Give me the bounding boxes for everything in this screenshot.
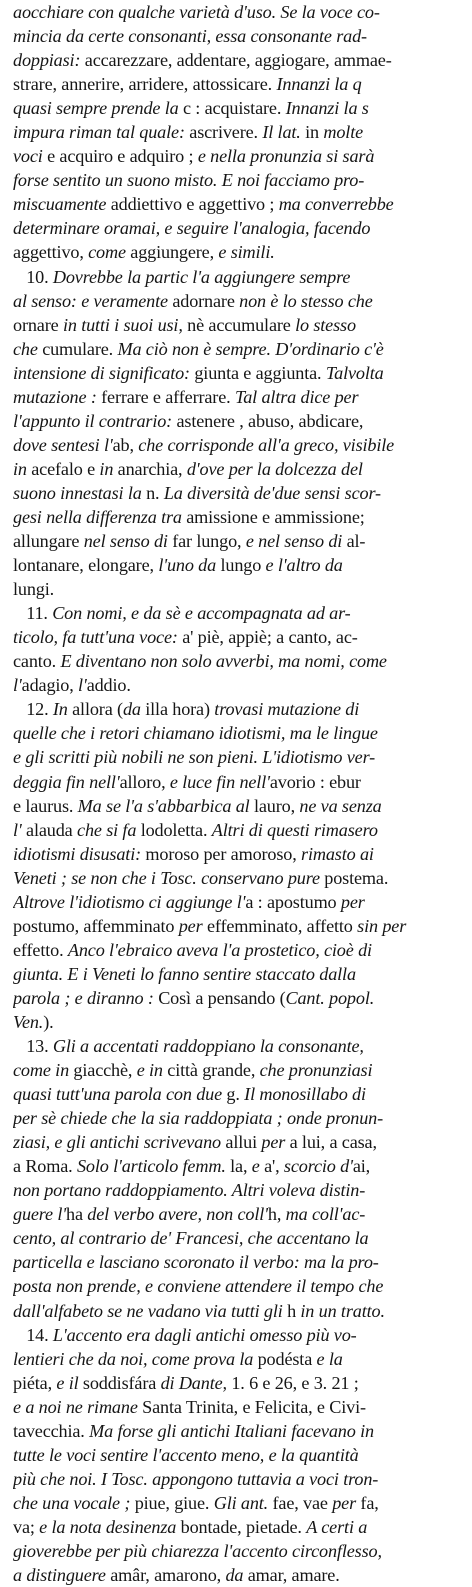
roman-text: moroso per amoroso, xyxy=(145,843,302,864)
italic-text: molte xyxy=(323,122,364,143)
roman-text: a Roma. xyxy=(13,1156,77,1177)
italic-text: quasi sempre prende la xyxy=(13,98,183,119)
roman-text: lodoletta. xyxy=(140,819,212,840)
italic-text: l'appunto il contrario: xyxy=(13,410,177,431)
roman-text: 11. xyxy=(13,603,53,624)
roman-text: piéta, xyxy=(13,1372,57,1393)
roman-text: canto. xyxy=(13,651,61,672)
italic-text: e xyxy=(251,1156,265,1177)
italic-text: da xyxy=(225,1565,248,1586)
text-line xyxy=(13,24,462,48)
text-line xyxy=(13,96,462,120)
italic-text: dove sentesi l' xyxy=(13,434,113,455)
text-line xyxy=(13,72,462,96)
italic-text: Ven. xyxy=(13,1011,44,1032)
roman-text: podésta xyxy=(257,1348,317,1369)
roman-text: allungare xyxy=(13,531,84,552)
roman-text: g. xyxy=(226,1084,245,1105)
text-line xyxy=(13,601,462,625)
italic-text: e l'altro da xyxy=(265,555,343,576)
italic-text: a distinguere xyxy=(13,1565,111,1586)
text-line xyxy=(13,289,462,313)
italic-text: da xyxy=(122,699,146,720)
text-line xyxy=(13,409,462,433)
roman-text: alloro, xyxy=(119,771,170,792)
text-line xyxy=(13,385,462,409)
italic-text: giunta. E i Veneti lo fanno sentire staccato dalla xyxy=(13,963,356,984)
italic-text: e il xyxy=(56,1372,83,1393)
italic-text: miscuamente xyxy=(13,194,111,215)
roman-text: postumo, affemminato xyxy=(13,915,179,936)
italic-text: sin per xyxy=(357,915,407,936)
text-line xyxy=(13,649,462,673)
roman-text: amar, amare. xyxy=(247,1565,340,1586)
italic-text: nel senso di xyxy=(83,531,173,552)
italic-text: ma coll'ac- xyxy=(285,1204,366,1225)
italic-text: ne va senza xyxy=(299,795,382,816)
roman-text: adagio, xyxy=(21,675,79,696)
roman-text: a : apostumo xyxy=(245,891,341,912)
italic-text: doppiasi: xyxy=(13,50,85,71)
italic-text: in un tratto. xyxy=(300,1300,385,1321)
text-line xyxy=(13,770,462,794)
italic-text: e a noi ne rimane xyxy=(13,1396,143,1417)
roman-text: a', xyxy=(264,1156,284,1177)
roman-text: effemminato, affetto xyxy=(206,915,358,936)
italic-text: che una vocale ; xyxy=(13,1492,135,1513)
roman-text: alauda xyxy=(26,819,78,840)
paragraph-13 xyxy=(13,1034,462,1323)
paragraph-11 xyxy=(13,601,462,697)
text-line xyxy=(13,529,462,553)
text-line xyxy=(13,818,462,842)
italic-text: determinare oramai, e seguire l'analogia, facendo xyxy=(13,218,371,239)
italic-text: Ma ciò non è sempre. D'ordinario c'è xyxy=(117,338,384,359)
italic-text: A certi a xyxy=(306,1516,368,1537)
italic-text: Altrove l'idiotismo ci aggiunge l' xyxy=(13,891,246,912)
italic-text: dall'alfabeto se ne vadano via tutti gli xyxy=(13,1300,288,1321)
roman-text: bontade, pietade. xyxy=(180,1516,307,1537)
text-line xyxy=(13,890,462,914)
italic-text: e la nota desinenza xyxy=(39,1516,181,1537)
text-line xyxy=(13,505,462,529)
roman-text: 13. xyxy=(13,1036,53,1057)
italic-text: rimasto ai xyxy=(301,843,374,864)
italic-text: in xyxy=(99,458,118,479)
italic-text: tutte le voci sentire l'accento meno, e la quantità xyxy=(13,1444,359,1465)
roman-text: a' piè, appiè; a canto, ac- xyxy=(182,627,358,648)
italic-text: idiotismi disusati: xyxy=(13,843,146,864)
roman-text: la, xyxy=(230,1156,252,1177)
roman-text: amâr, amarono, xyxy=(110,1565,226,1586)
roman-text: nè accumulare xyxy=(187,314,296,335)
roman-text: avorio : ebur xyxy=(269,771,361,792)
text-line xyxy=(13,625,462,649)
italic-text: in xyxy=(13,458,32,479)
roman-text: effetto. xyxy=(13,939,68,960)
italic-text: ma converrebbe xyxy=(278,194,394,215)
italic-text: per xyxy=(340,891,365,912)
italic-text: aocchiare con qualche varietà d'uso. Se la voce co- xyxy=(13,2,380,22)
text-line xyxy=(13,1154,462,1178)
italic-text: come xyxy=(88,242,131,263)
italic-text: e in xyxy=(136,1060,168,1081)
text-line xyxy=(13,1226,462,1250)
italic-text: scorcio d' xyxy=(283,1156,353,1177)
italic-text: deggia fin nell' xyxy=(13,771,120,792)
roman-text: cumulare. xyxy=(42,338,118,359)
roman-text: lauro, xyxy=(253,795,300,816)
roman-text: ascrivere. xyxy=(189,122,263,143)
roman-text: 12. xyxy=(13,699,53,720)
roman-text: aggettivo, xyxy=(13,242,89,263)
roman-text: astenere , abuso, abdicare, xyxy=(176,410,364,431)
italic-text: non è lo stesso che xyxy=(239,290,373,311)
italic-text: Con nomi, e da sè e accompagnata ad ar- xyxy=(52,603,351,624)
roman-text: fa, xyxy=(360,1492,379,1513)
italic-text: per sè chiede che la sia raddoppiata ; onde pronun- xyxy=(13,1108,384,1129)
italic-text: in tutti i suoi usi, xyxy=(62,314,188,335)
italic-text: Ma se l'a s'abbarbica al xyxy=(77,795,254,816)
roman-text: e laurus. xyxy=(13,795,78,816)
text-line xyxy=(13,313,462,337)
roman-text: a lui, a casa, xyxy=(289,1132,377,1153)
italic-text: voci xyxy=(13,146,48,167)
roman-text: far lungo, xyxy=(172,531,246,552)
italic-text: Veneti ; se non che i Tosc. conservano pure xyxy=(13,867,325,888)
text-line xyxy=(13,1058,462,1082)
italic-text: E diventano non solo avverbi, ma nomi, come xyxy=(60,651,387,672)
italic-text: e nel senso di xyxy=(245,531,347,552)
italic-text: ziasi, e gli antichi scrivevano xyxy=(13,1132,226,1153)
italic-text: al senso: e veramente xyxy=(13,290,173,311)
roman-text: acefalo e xyxy=(31,458,100,479)
italic-text: La diversità de'due sensi scor- xyxy=(163,482,381,503)
text-line xyxy=(13,265,462,289)
text-line xyxy=(13,1130,462,1154)
text-line xyxy=(13,1299,462,1323)
italic-text: l' xyxy=(78,675,87,696)
italic-text: Ma forse gli antichi Italiani facevano in xyxy=(89,1420,374,1441)
text-line xyxy=(13,192,462,216)
text-line xyxy=(13,1443,462,1467)
text-line xyxy=(13,1323,462,1347)
italic-text: del verbo avere, non coll' xyxy=(87,1204,268,1225)
paragraph-9-continuation xyxy=(13,0,462,265)
roman-text: Santa Trinita, e Felicita, e Civi- xyxy=(142,1396,366,1417)
roman-text: aggiungere, xyxy=(130,242,219,263)
text-line xyxy=(13,962,462,986)
roman-text: giacchè, xyxy=(73,1060,137,1081)
text-line xyxy=(13,1419,462,1443)
italic-text: per xyxy=(332,1492,361,1513)
italic-text: gesi nella differenza tra xyxy=(13,506,187,527)
roman-text: tavecchia. xyxy=(13,1420,90,1441)
italic-text: l'uno da xyxy=(158,555,221,576)
italic-text: trovasi mutazione di xyxy=(214,699,360,720)
roman-text: allora ( xyxy=(72,699,123,720)
text-line xyxy=(13,168,462,192)
text-line xyxy=(13,481,462,505)
italic-text: che si fa xyxy=(77,819,141,840)
text-line xyxy=(13,697,462,721)
italic-text: Cant. popol. xyxy=(285,987,375,1008)
text-line xyxy=(13,1491,462,1515)
roman-text: ornare xyxy=(13,314,63,335)
text-line xyxy=(13,1395,462,1419)
italic-text: e luce fin nell' xyxy=(169,771,270,792)
text-line xyxy=(13,1467,462,1491)
roman-text: ai, xyxy=(352,1156,371,1177)
text-line xyxy=(13,337,462,361)
italic-text: che pronunziasi xyxy=(259,1060,373,1081)
roman-text: va; xyxy=(13,1516,40,1537)
roman-text: adornare xyxy=(172,290,240,311)
roman-text: lungi. xyxy=(13,579,55,600)
italic-text: Altri di questi rimasero xyxy=(211,819,378,840)
italic-text: parola ; e diranno : xyxy=(13,987,159,1008)
text-line xyxy=(13,938,462,962)
text-line xyxy=(13,986,462,1010)
text-line xyxy=(13,457,462,481)
roman-text: soddisfára xyxy=(82,1372,161,1393)
italic-text: particella e lasciano scoronato il verbo: ma la pro- xyxy=(13,1252,379,1273)
italic-text: posta non prende, e conviene attendere il tempo che xyxy=(13,1276,384,1297)
italic-text: mutazione : xyxy=(13,386,102,407)
italic-text: per xyxy=(261,1132,290,1153)
text-line xyxy=(13,1202,462,1226)
roman-text: 1. 6 e 26, e 3. 21 ; xyxy=(231,1372,359,1393)
italic-text: mincia da certe consonanti, essa consonante rad- xyxy=(13,26,367,47)
text-line xyxy=(13,1250,462,1274)
text-line xyxy=(13,1106,462,1130)
italic-text: come in xyxy=(13,1060,74,1081)
roman-text: ferrare e afferrare. xyxy=(101,386,235,407)
text-line xyxy=(13,553,462,577)
text-line xyxy=(13,577,462,601)
italic-text: più che noi. I Tosc. appongono tuttavia a voci tron- xyxy=(13,1468,379,1489)
roman-text: 14. xyxy=(13,1324,53,1345)
text-line xyxy=(13,745,462,769)
roman-text: strare, annerire, arridere, attossicare. xyxy=(13,74,277,95)
italic-text: forse sentito un suono misto. E noi facciamo pro- xyxy=(13,170,365,191)
italic-text: e gli scritti più nobili ne son pieni. L'idiotismo ver- xyxy=(13,747,376,768)
roman-text: piue, giue. xyxy=(134,1492,214,1513)
text-line xyxy=(13,216,462,240)
roman-text: lungo xyxy=(220,555,266,576)
roman-text: fae, vae xyxy=(272,1492,333,1513)
text-line xyxy=(13,1178,462,1202)
italic-text: suono innestasi la xyxy=(13,482,147,503)
italic-text: e simili. xyxy=(218,242,275,263)
italic-text: Innanzi la q xyxy=(276,74,362,95)
paragraph-10 xyxy=(13,265,462,602)
text-line xyxy=(13,1010,462,1034)
italic-text: guere l' xyxy=(13,1204,67,1225)
paragraph-14 xyxy=(13,1323,462,1587)
roman-text: città grande, xyxy=(167,1060,260,1081)
text-line xyxy=(13,673,462,697)
text-line xyxy=(13,1515,462,1539)
italic-text: che xyxy=(13,338,43,359)
roman-text: n. xyxy=(146,482,164,503)
italic-text: Dovrebbe la partic l'a aggiungere sempre xyxy=(52,266,351,287)
text-line xyxy=(13,1371,462,1395)
roman-text: in xyxy=(305,122,324,143)
text-line xyxy=(13,240,462,264)
italic-text: quasi tutt'una parola con due xyxy=(13,1084,227,1105)
roman-text: ). xyxy=(43,1011,54,1032)
italic-text: l' xyxy=(13,819,27,840)
roman-text: ab, xyxy=(112,434,139,455)
italic-text: ticolo, fa tutt'una voce: xyxy=(13,627,183,648)
italic-text: Anco l'ebraico aveva l'a prostetico, cioè di xyxy=(67,939,372,960)
italic-text: d'ove per la dolcezza del xyxy=(186,458,363,479)
roman-text: e acquiro e adquiro ; xyxy=(47,146,198,167)
roman-text: lontanare, elongare, xyxy=(13,555,159,576)
roman-text: Così a pensando ( xyxy=(158,987,286,1008)
text-line xyxy=(13,361,462,385)
italic-text: lo stesso xyxy=(295,314,356,335)
italic-text: Gli ant. xyxy=(213,1492,273,1513)
text-line xyxy=(13,1539,462,1563)
text-line xyxy=(13,144,462,168)
italic-text: gioverebbe per più chiarezza l'accento circonflesso, xyxy=(13,1541,382,1561)
text-line xyxy=(13,1563,462,1587)
italic-text: L'accento era dagli antichi omesso più vo- xyxy=(52,1324,357,1345)
italic-text: cento, al contrario de' Francesi, che accentano la xyxy=(13,1228,369,1249)
roman-text: addiettivo e aggettivo ; xyxy=(110,194,279,215)
italic-text: che corrisponde all'a greco, visibile xyxy=(138,434,395,455)
roman-text: postema. xyxy=(324,867,389,888)
text-line xyxy=(13,866,462,890)
text-line xyxy=(13,721,462,745)
italic-text: intensione di significato: xyxy=(13,362,195,383)
italic-text: Talvolta xyxy=(325,362,384,383)
italic-text: di Dante, xyxy=(160,1372,232,1393)
italic-text: Gli a accentati raddoppiano la consonante, xyxy=(52,1036,364,1057)
italic-text: Tal altra dice per xyxy=(234,386,359,407)
roman-text: illa hora) xyxy=(145,699,215,720)
paragraph-12 xyxy=(13,697,462,1034)
italic-text: non portano raddoppiamento. Altri voleva distin- xyxy=(13,1180,366,1201)
italic-text: e nella pronunzia si sarà xyxy=(197,146,375,167)
italic-text: Solo l'articolo femm. xyxy=(76,1156,231,1177)
italic-text: impura riman tal quale: xyxy=(13,122,190,143)
text-line xyxy=(13,1034,462,1058)
roman-text: accarezzare, addentare, aggiogare, ammae- xyxy=(84,50,392,71)
text-line xyxy=(13,1347,462,1371)
roman-text: anarchia, xyxy=(117,458,187,479)
roman-text: allui xyxy=(225,1132,262,1153)
italic-text: Il lat. xyxy=(262,122,306,143)
roman-text: amissione e ammissione; xyxy=(186,506,365,527)
italic-text: Il monosillabo di xyxy=(244,1084,366,1105)
text-line xyxy=(13,1082,462,1106)
roman-text: 10. xyxy=(13,266,53,287)
roman-text: addio. xyxy=(86,675,131,696)
roman-text: al- xyxy=(346,531,366,552)
text-line xyxy=(13,794,462,818)
roman-text: c : acquistare. xyxy=(182,98,286,119)
italic-text: In xyxy=(52,699,73,720)
italic-text: per xyxy=(178,915,207,936)
italic-text: e la xyxy=(316,1348,343,1369)
roman-text: giunta e aggiunta. xyxy=(194,362,326,383)
text-line xyxy=(13,48,462,72)
text-line xyxy=(13,120,462,144)
roman-text: ha xyxy=(66,1204,88,1225)
italic-text: lentieri che da noi, come prova la xyxy=(13,1348,258,1369)
roman-text: h xyxy=(287,1300,301,1321)
text-line xyxy=(13,842,462,866)
roman-text: h, xyxy=(267,1204,286,1225)
text-line xyxy=(13,1274,462,1298)
text-line xyxy=(13,914,462,938)
text-line xyxy=(13,0,462,24)
italic-text: l' xyxy=(13,675,22,696)
text-line xyxy=(13,433,462,457)
italic-text: quelle che i retori chiamano idiotismi, ma le lingue xyxy=(13,723,378,744)
italic-text: Innanzi la s xyxy=(285,98,369,119)
